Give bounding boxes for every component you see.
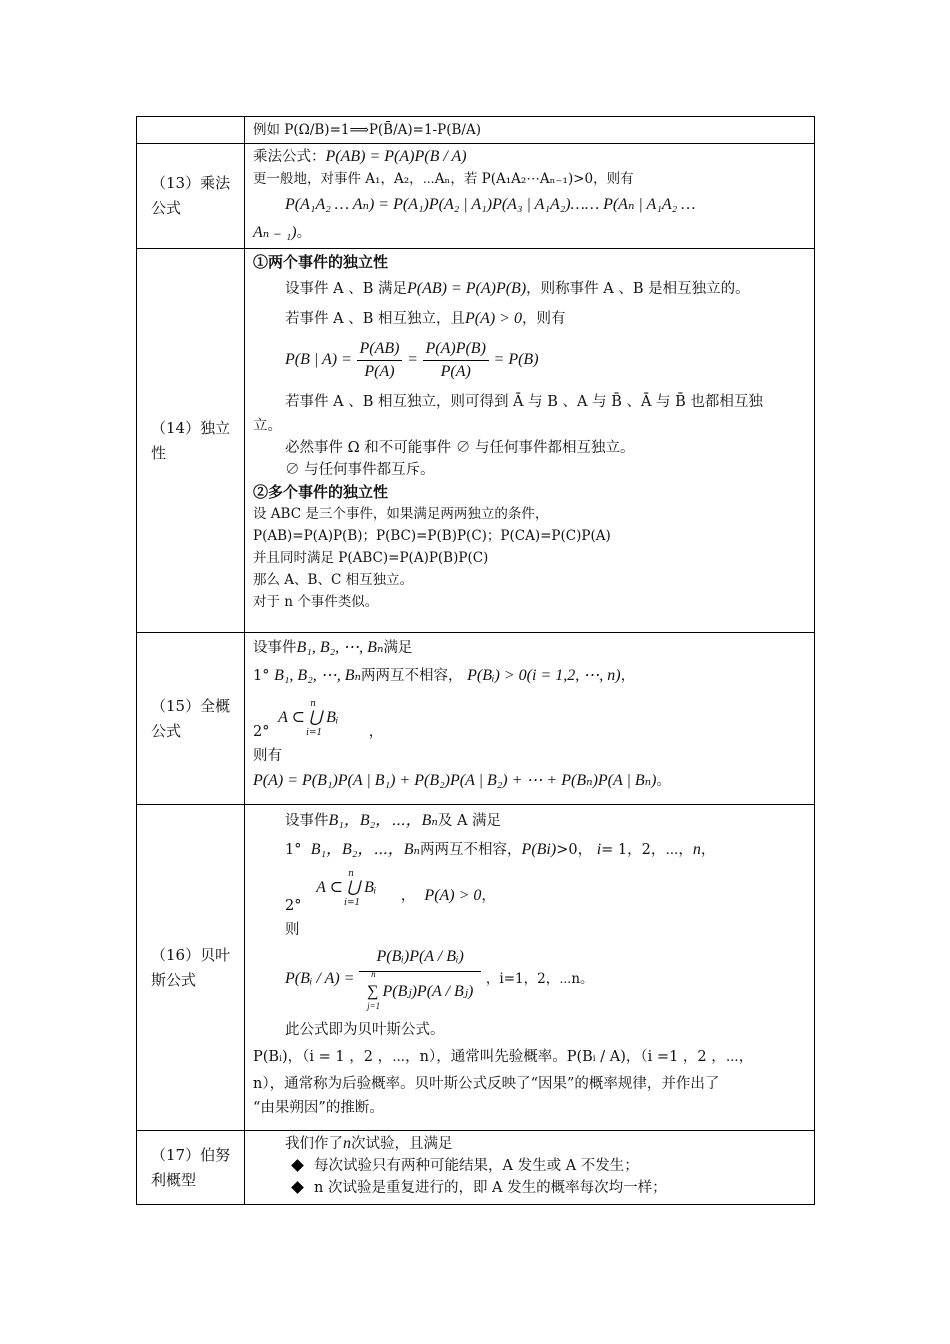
row-label: [137, 249, 245, 633]
bayes-note-line: 此公式即为贝叶斯公式。: [285, 1022, 445, 1038]
label-line-2: 公式: [151, 199, 182, 217]
multi-event-line: 设 ABC 是三个事件，如果满足两两独立的条件，: [253, 506, 549, 522]
row-label: [137, 805, 245, 1131]
fraction: P(Bᵢ)P(A / Bᵢ) ∑ P(Bⱼ)P(A / Bⱼ) n j=1: [359, 943, 481, 1016]
formula: P(AB) = P(A)P(B): [406, 280, 527, 297]
bullet-item: n 次试验是重复进行的，即 A 发生的概率每次均一样；: [253, 1177, 808, 1199]
setup-line: 设事件B₁, B₂, ⋯, Bₙ满足: [253, 639, 413, 656]
formula: P(AB) = P(A)P(B / A): [325, 148, 467, 165]
table-row: [137, 144, 815, 249]
row-label: [137, 144, 245, 249]
row-content: [245, 633, 815, 805]
certain-event-line: 必然事件 Ω 和不可能事件 ∅ 与任何事件都相互独立。: [285, 440, 635, 456]
independence-def-line: 设事件 A 、B 满足P(AB) = P(A)P(B)，则称事件 A 、B 是相互独立的。: [285, 280, 750, 297]
table-row: [137, 1131, 815, 1205]
formula: B₁，B₂，⋯，Bₙ: [310, 841, 421, 858]
label-line-1: （14）独立: [151, 418, 231, 437]
label-line-2: 公式: [151, 721, 182, 740]
row-content: [245, 1131, 815, 1205]
section-heading: ②多个事件的独立性: [253, 483, 389, 501]
condition-1-line: 1° B₁，B₂，⋯，Bₙ两两互不相容，P(Bi)>0， i= 1，2，⋯，n，: [285, 841, 716, 858]
row-content: [245, 117, 815, 144]
chain-formula-end-line: Aₙ ₋ ₁)。: [253, 224, 312, 241]
row-label-empty: [137, 117, 245, 144]
row-content: [245, 805, 815, 1131]
section-heading: ①两个事件的独立性: [253, 253, 389, 271]
union-formula: A ⊂ ⋃ Bᵢ n i=1: [316, 869, 377, 908]
row-content: [245, 144, 815, 249]
formula: P(A) = P(B₁)P(A | B₁) + P(B₂)P(A | B₂) + ⋯ + P(Bₙ)P(A | Bₙ): [253, 772, 657, 789]
multi-event-line: 那么 A、B、C 相互独立。: [253, 572, 414, 588]
general-case-line: 更一般地，对事件 A₁，A₂，⋯Aₙ，若 P(A₁A₂⋯Aₙ₋₁)>0，则有: [253, 171, 634, 187]
formula: P(A) > 0: [424, 887, 482, 904]
condition-1-line: 1° B₁, B₂, ⋯, Bₙ两两互不相容， P(Bᵢ) > 0(i = 1,2, ⋯, n)，: [253, 667, 636, 684]
label-line-1: （16）贝叶: [151, 945, 231, 964]
multi-event-line: 并且同时满足 P(ABC)=P(A)P(B)P(C): [253, 550, 489, 566]
total-probability-formula: P(A) = P(B₁)P(A | B₁) + P(B₂)P(A | B₂) + ⋯ + P(Bₙ)P(A | Bₙ)。: [253, 772, 671, 789]
complement-independence-line-end: 立。: [253, 418, 282, 434]
label-line-2: 性: [151, 443, 167, 462]
formula-table: [136, 116, 815, 1205]
multi-event-line: 对于 n 个事件类似。: [253, 594, 379, 610]
bullet-item: 每次试验只有两种可能结果，A 发生或 A 不发生；: [253, 1155, 808, 1177]
formula: P(Bᵢ) > 0(i = 1,2, ⋯, n): [467, 667, 621, 684]
empty-set-line: ∅ 与任何事件都互斥。: [285, 462, 435, 478]
formula: Aₙ ₋ ₁): [253, 224, 297, 241]
then-line: 则: [285, 922, 300, 938]
table-row: [137, 633, 815, 805]
label-line-1: （17）伯努: [151, 1145, 231, 1164]
setup-line: 我们作了n次试验，且满足: [285, 1135, 453, 1152]
label-line-2: 利概型: [151, 1170, 197, 1189]
condition-2-line: 2° A ⊂ ⋃ Bᵢ n i=1 ， P(A) > 0，: [253, 865, 808, 919]
label-line-1: （15）全概: [151, 696, 231, 715]
diamond-bullet-icon: [291, 1159, 304, 1172]
label-line-2: 斯公式: [151, 970, 197, 989]
complement-independence-line: 若事件 A 、B 相互独立，则可得到 Ā 与 B 、A 与 B̄ 、Ā 与 B̄ 也都相互独: [285, 394, 763, 410]
multiplication-formula-line: 乘法公式：P(AB) = P(A)P(B / A): [253, 148, 467, 165]
formula: B₁, B₂, ⋯, Bₙ: [296, 639, 384, 656]
bayes-formula: P(Bᵢ / A) = P(Bᵢ)P(A / Bᵢ) ∑ P(Bⱼ)P(A / Bⱼ) n j=1 ，i=1，2，⋯n。: [253, 941, 808, 1017]
union-formula: A ⊂ ⋃ Bᵢ n i=1: [278, 699, 339, 738]
chain-formula-line: [253, 190, 808, 220]
row-label: [137, 1131, 245, 1205]
formula: P(A₁A₂ … Aₙ) = P(A₁)P(A₂ | A₁)P(A₃ | A₁A₂)…… P(Aₙ | A₁A₂ …: [285, 196, 696, 213]
setup-line: 设事件B₁，B₂，⋯，Bₙ及 A 满足: [285, 812, 502, 829]
table-row: [137, 249, 815, 633]
posterior-line: n），通常称为后验概率。贝叶斯公式反映了“因果”的概率规律，并作出了: [253, 1076, 720, 1092]
formula: P(Bi): [521, 841, 557, 858]
row-label: [137, 633, 245, 805]
table-row: [137, 805, 815, 1131]
fraction: $\frac{P(AB)}{P(A)}$: [357, 338, 403, 383]
formula: P(A) > 0: [464, 310, 522, 327]
formula: B₁，B₂，⋯，Bₙ: [328, 812, 438, 829]
formula: B₁, B₂, ⋯, Bₙ: [274, 667, 362, 684]
example-line: 例如 P(Ω/B)=1⟹P(B̄/A)=1-P(B/A): [253, 122, 481, 138]
row-content: [245, 249, 815, 633]
condition-2-line: 2° A ⊂ ⋃ Bᵢ n i=1 ，: [253, 691, 808, 745]
fraction-formula: P(B | A) = $\frac{P(AB)}{P(A)}$ = $\frac{P(A)P(B)}{P(A)}$ = P(B): [253, 333, 808, 387]
prior-line: P(Bᵢ)，（i = 1 ，2 ，⋯，n），通常叫先验概率。P(Bᵢ / A)，（i =1 ，2 ，⋯，: [253, 1049, 754, 1065]
multi-event-line: P(AB)=P(A)P(B)；P(BC)=P(B)P(C)；P(CA)=P(C)P(A): [253, 528, 611, 544]
then-line: 则有: [253, 748, 282, 764]
label-line-1: （13）乘法: [151, 174, 231, 192]
inference-line: “由果朔因”的推断。: [253, 1100, 384, 1116]
diamond-bullet-icon: [291, 1181, 304, 1194]
table-row: [137, 117, 815, 144]
fraction: $\frac{P(A)P(B)}{P(A)}$: [423, 338, 489, 383]
condition-line: 若事件 A 、B 相互独立，且P(A) > 0，则有: [285, 310, 566, 327]
